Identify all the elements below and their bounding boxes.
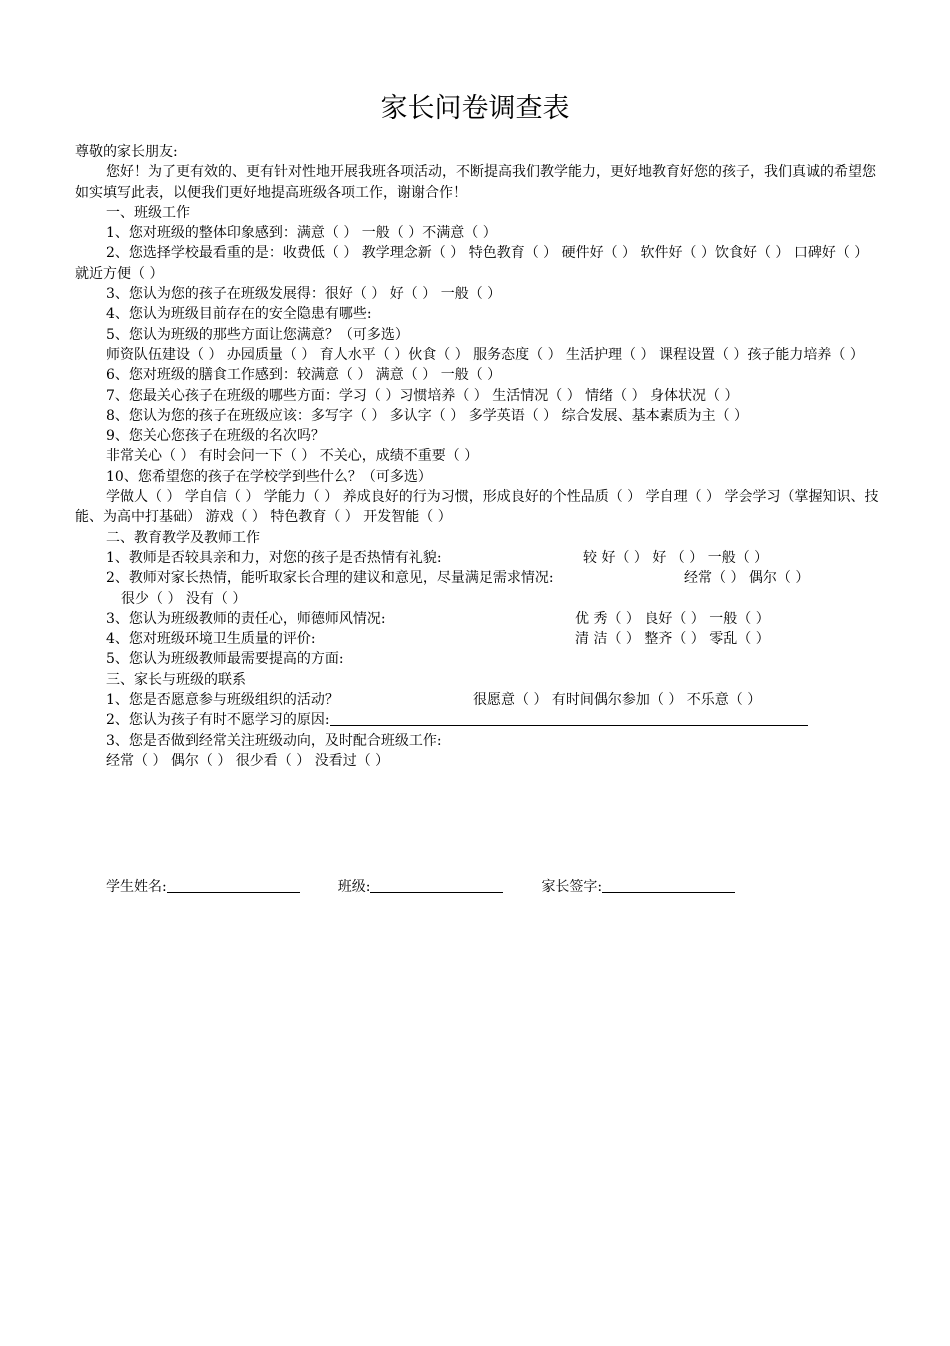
signature-row bbox=[106, 876, 735, 896]
questionnaire-body bbox=[75, 142, 883, 771]
s1-question-9: 9、您关心您孩子在班级的名次吗？ bbox=[106, 428, 325, 445]
s1-question-10-options: 学做人（ ） 学自信（ ） 学能力（ ） 养成良好的行为习惯，形成良好的个性品质（ ） 学自理（ ） 学会学习（掌握知识、技能、为高中打基础） 游戏（ ） 特色教育（ ） 开发智能（ ） bbox=[75, 489, 879, 526]
s1-question-7: 7、您最关心孩子在班级的哪些方面：学习（ ）习惯培养（ ） 生活情况（ ） 情绪（ ） 身体状况（ ） bbox=[106, 387, 739, 404]
s2-question-5: 5、您认为班级教师最需要提高的方面: bbox=[106, 651, 344, 668]
s1-question-5-options: 师资队伍建设（ ） 办园质量（ ） 育人水平（ ）伙食（ ） 服务态度（ ） 生活护理（ ） 课程设置（ ）孩子能力培养（ ） bbox=[106, 346, 864, 363]
s2-q1-options: 较 好（ ） 好 （ ） 一般（ ） bbox=[583, 549, 769, 566]
intro-paragraph: 您好！为了更有效的、更有针对性地开展我班各项活动，不断提高我们教学能力，更好地教育好您的孩子，我们真诚的希望您如实填写此表，以便我们更好地提高班级各项工作，谢谢合作！ bbox=[75, 164, 876, 201]
s2-q3-options: 优 秀（ ） 良好（ ） 一般（ ） bbox=[575, 610, 770, 627]
s1-question-1: 1、您对班级的整体印象感到：满意（ ） 一般（ ）不满意（ ） bbox=[106, 225, 497, 242]
s1-question-10: 10、您希望您的孩子在学校学到些什么？（可多选） bbox=[106, 468, 432, 485]
s1-question-8: 8、您认为您的孩子在班级应该：多写字（ ） 多认字（ ） 多学英语（ ） 综合发展、基本素质为主（ ） bbox=[106, 407, 749, 424]
s3-q1-text: 1、您是否愿意参与班级组织的活动？ bbox=[106, 692, 339, 709]
s3-q1-options: 很愿意（ ） 有时间偶尔参加（ ） 不乐意（ ） bbox=[473, 692, 762, 709]
s1-question-3: 3、您认为您的孩子在班级发展得：很好（ ） 好（ ） 一般（ ） bbox=[106, 286, 502, 303]
s2-question-2 bbox=[75, 568, 883, 588]
s2-question-3 bbox=[75, 609, 883, 629]
s1-question-9-options: 非常关心（ ） 有时会问一下（ ） 不关心，成绩不重要（ ） bbox=[106, 448, 479, 465]
greeting: 尊敬的家长朋友: bbox=[75, 144, 178, 160]
s3-question-3: 3、您是否做到经常关注班级动向，及时配合班级工作: bbox=[106, 732, 442, 749]
s2-q4-text: 4、您对班级环境卫生质量的评价: bbox=[106, 631, 316, 648]
section-2-title: 二、教育教学及教师工作 bbox=[106, 529, 260, 546]
class-label: 班级: bbox=[337, 879, 371, 895]
s2-q3-text: 3、您认为班级教师的责任心，师德师风情况: bbox=[106, 610, 386, 627]
s3-question-2 bbox=[75, 710, 883, 730]
s2-q4-options: 清 洁（ ） 整齐（ ） 零乱（ ） bbox=[575, 631, 770, 648]
s2-q2-options: 经常（ ） 偶尔（ ） bbox=[684, 570, 810, 587]
s1-question-2: 2、您选择学校最看重的是：收费低（ ） 教学理念新（ ） 特色教育（ ） 硬件好（ ） 软件好（ ）饮食好（ ） 口碑好（ ） 就近方便（ ） bbox=[75, 245, 869, 282]
s2-q2-text: 2、教师对家长热情，能听取家长合理的建议和意见，尽量满足需求情况: bbox=[106, 570, 554, 587]
student-name-label: 学生姓名: bbox=[106, 879, 167, 895]
section-1-title: 一、班级工作 bbox=[106, 204, 190, 221]
s3-q2-answer-line[interactable] bbox=[330, 710, 808, 726]
class-field[interactable] bbox=[370, 877, 503, 893]
section-3-title: 三、家长与班级的联系 bbox=[106, 671, 246, 688]
page-title: 家长问卷调查表 bbox=[380, 93, 570, 124]
s1-question-4: 4、您认为班级目前存在的安全隐患有哪些: bbox=[106, 306, 372, 323]
s2-question-4 bbox=[75, 629, 883, 649]
s1-question-5: 5、您认为班级的那些方面让您满意？（可多选） bbox=[106, 326, 409, 343]
parent-signature-label: 家长签字: bbox=[541, 879, 603, 895]
s3-q2-text: 2、您认为孩子有时不愿学习的原因: bbox=[106, 712, 330, 729]
student-name-field[interactable] bbox=[167, 877, 300, 893]
s2-q1-text: 1、教师是否较具亲和力，对您的孩子是否热情有礼貌: bbox=[106, 549, 442, 566]
s2-question-2-cont: 很少（ ） 没有（ ） bbox=[121, 590, 247, 607]
s3-question-3-options: 经常（ ） 偶尔（ ） 很少看（ ） 没看过（ ） bbox=[106, 752, 390, 769]
s2-question-1 bbox=[75, 548, 883, 568]
s3-question-1 bbox=[75, 690, 883, 710]
parent-signature-field[interactable] bbox=[602, 877, 735, 893]
s1-question-6: 6、您对班级的膳食工作感到：较满意（ ） 满意（ ） 一般（ ） bbox=[106, 367, 502, 384]
